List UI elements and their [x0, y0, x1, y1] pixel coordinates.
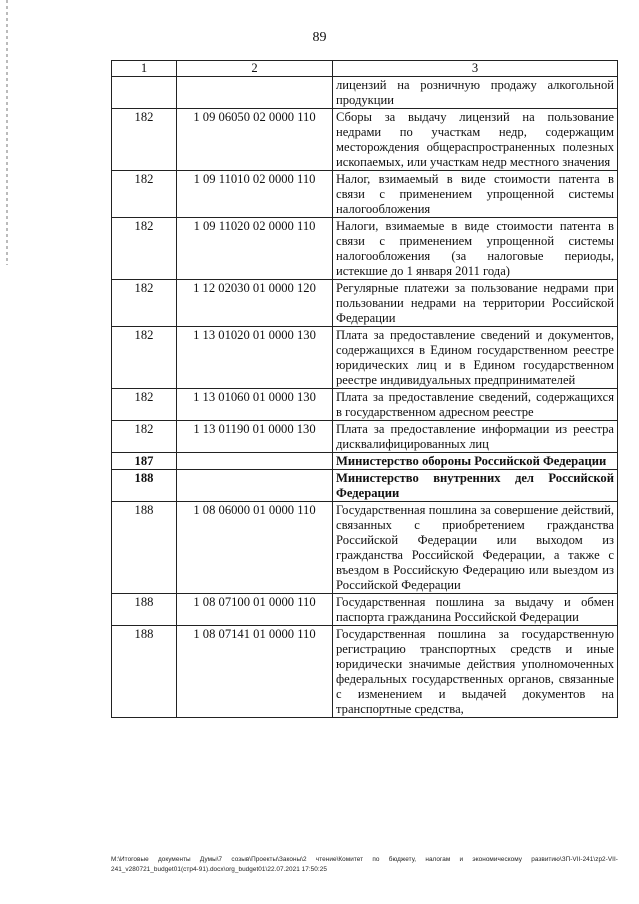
page-number: 89 — [312, 30, 327, 45]
description-cell: Министерство обороны Российской Федерации — [333, 453, 618, 470]
admin-code-cell: 188 — [112, 594, 177, 626]
budget-code-cell — [177, 470, 333, 502]
admin-code-cell — [112, 77, 177, 109]
budget-code-cell: 1 08 06000 01 0000 110 — [177, 502, 333, 594]
table-row — [112, 327, 618, 389]
admin-code-cell: 182 — [112, 171, 177, 218]
admin-code-cell: 182 — [112, 327, 177, 389]
description-cell: Государственная пошлина за совершение действий, связанных с приобретением гражданства Российской Федерации или выходом из гражданства Российской Федерации, а также с въездом в Российскую Федерацию или выездом из Российской Федерации — [333, 502, 618, 594]
table-row — [112, 502, 618, 594]
description-cell: Сборы за выдачу лицензий на пользование недрами по участкам недр, содержащим месторождения общераспространенных полезных ископаемых, или участкам недр местного значения — [333, 109, 618, 171]
header-col-3: 3 — [333, 61, 618, 77]
description-cell: Государственная пошлина за выдачу и обмен паспорта гражданина Российской Федерации — [333, 594, 618, 626]
table-row — [112, 171, 618, 218]
admin-code-cell: 182 — [112, 218, 177, 280]
description-cell: Регулярные платежи за пользование недрами при пользовании недрами на территории Российской Федерации — [333, 280, 618, 327]
description-cell: Государственная пошлина за государственную регистрацию транспортных средств и иные юридически значимые действия уполномоченных федеральных государственных органов, связанные с изменением и выдачей документов на транспортные средства, — [333, 626, 618, 718]
admin-code-cell: 182 — [112, 109, 177, 171]
table-row — [112, 77, 618, 109]
table-row — [112, 389, 618, 421]
description-cell: Министерство внутренних дел Российской Федерации — [333, 470, 618, 502]
admin-code-cell: 182 — [112, 280, 177, 327]
admin-code-cell: 182 — [112, 389, 177, 421]
budget-code-cell: 1 09 06050 02 0000 110 — [177, 109, 333, 171]
budget-code-cell — [177, 453, 333, 470]
table-row — [112, 594, 618, 626]
admin-code-cell: 188 — [112, 470, 177, 502]
description-cell: Налог, взимаемый в виде стоимости патента в связи с применением упрощенной системы налогообложения — [333, 171, 618, 218]
description-cell: Плата за предоставление сведений и документов, содержащихся в Едином государственном реестре юридических лиц и в Едином государственном реестре индивидуальных предпринимателей — [333, 327, 618, 389]
budget-code-cell: 1 09 11010 02 0000 110 — [177, 171, 333, 218]
admin-code-cell: 188 — [112, 626, 177, 718]
admin-code-cell: 182 — [112, 421, 177, 453]
budget-code-cell: 1 08 07141 01 0000 110 — [177, 626, 333, 718]
table-row — [112, 109, 618, 171]
header-col-2: 2 — [177, 61, 333, 77]
admin-code-cell: 187 — [112, 453, 177, 470]
table-row — [112, 626, 618, 718]
description-cell: Плата за предоставление сведений, содержащихся в государственном адресном реестре — [333, 389, 618, 421]
table-row — [112, 470, 618, 502]
budget-code-cell: 1 13 01190 01 0000 130 — [177, 421, 333, 453]
budget-code-cell — [177, 77, 333, 109]
header-col-1: 1 — [112, 61, 177, 77]
budget-code-cell: 1 13 01060 01 0000 130 — [177, 389, 333, 421]
file-path-footer: М:\Итоговые документы Думы\7 созыв\Проекты\Законы\2 чтение\Комитет по бюджету, налогам и экономическому развитию\ЗП-VII-241\zp2-VII-241_v280721_budget01(стр4-91).docx\org_budget01\22.07.2021 17:50:25 — [111, 856, 618, 873]
description-cell: Налоги, взимаемые в виде стоимости патента в связи с применением упрощенной системы налогообложения (за налоговые периоды, истекшие до 1 января 2011 года) — [333, 218, 618, 280]
table-row — [112, 280, 618, 327]
table-header-row — [112, 61, 618, 77]
table-row — [112, 421, 618, 453]
budget-code-cell: 1 12 02030 01 0000 120 — [177, 280, 333, 327]
budget-code-cell: 1 08 07100 01 0000 110 — [177, 594, 333, 626]
budget-code-cell: 1 09 11020 02 0000 110 — [177, 218, 333, 280]
admin-code-cell: 188 — [112, 502, 177, 594]
description-cell: лицензий на розничную продажу алкогольной продукции — [333, 77, 618, 109]
table-row — [112, 218, 618, 280]
revenue-codes-table — [111, 60, 618, 718]
table-row — [112, 453, 618, 470]
description-cell: Плата за предоставление информации из реестра дисквалифицированных лиц — [333, 421, 618, 453]
budget-code-cell: 1 13 01020 01 0000 130 — [177, 327, 333, 389]
